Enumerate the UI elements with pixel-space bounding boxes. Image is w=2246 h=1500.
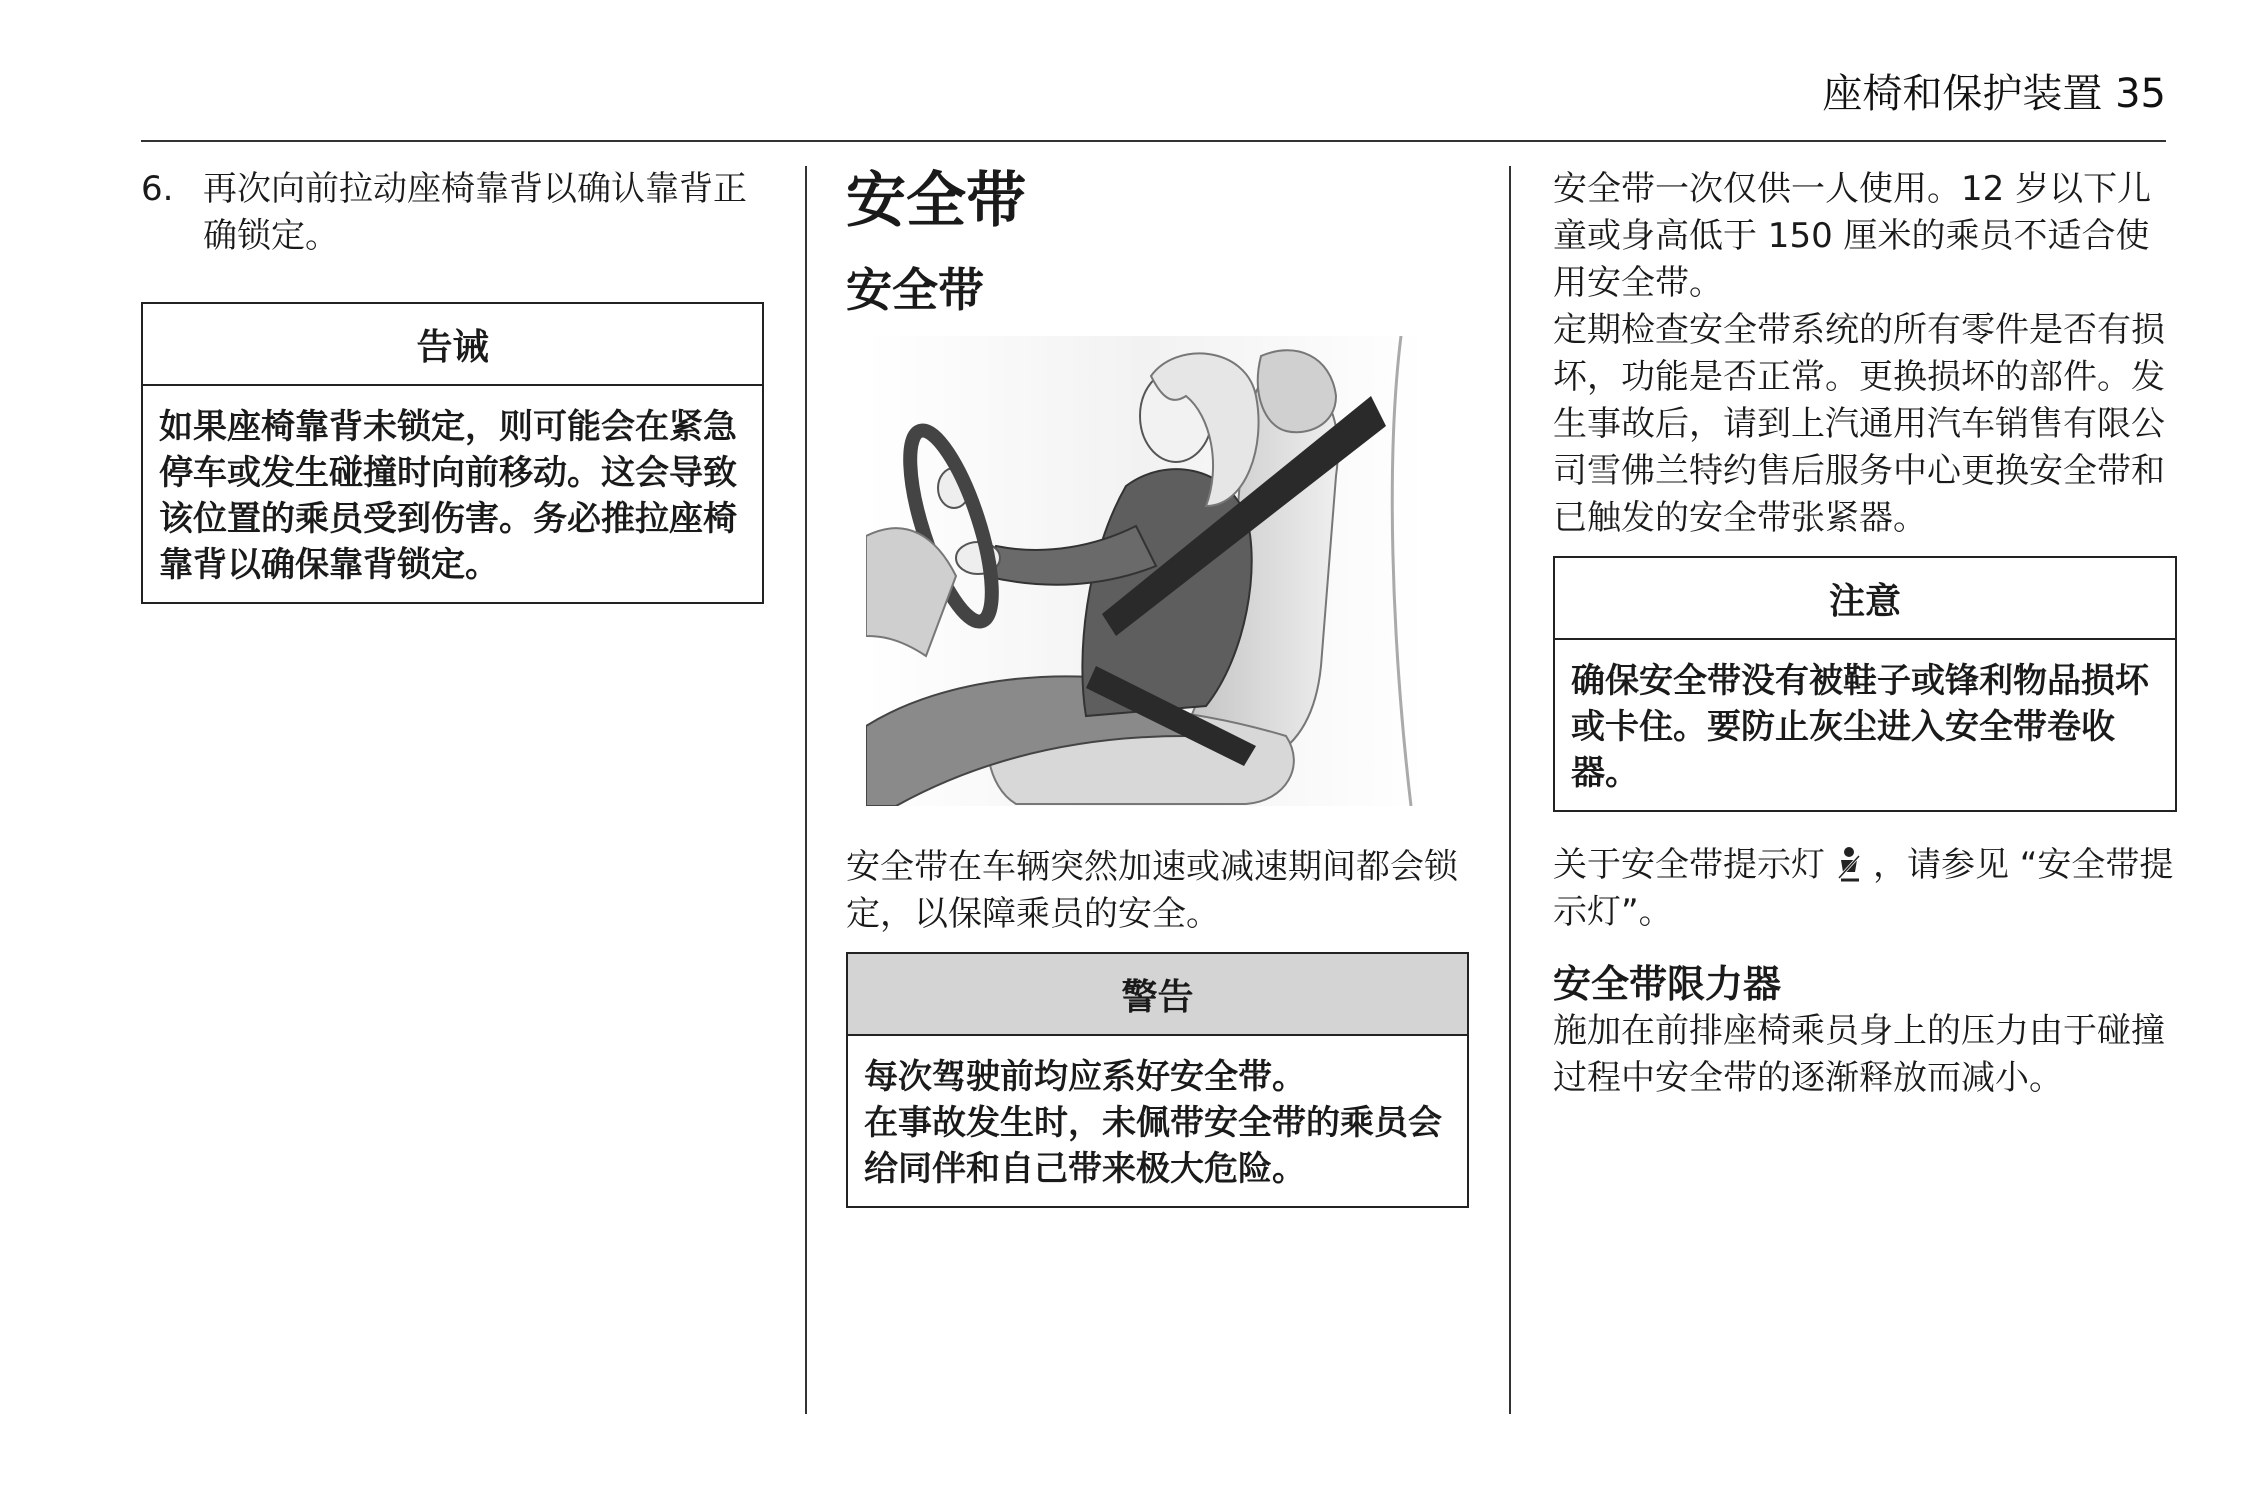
subsection-heading: 安全带: [846, 263, 984, 317]
load-limiter-text: 施加在前排座椅乘员身上的压力由于碰撞过程中安全带的逐渐释放而减小。: [1553, 1011, 2165, 1098]
caution-box: [141, 302, 764, 604]
single-occupant-paragraph: 安全带一次仅供一人使用。12 岁以下儿童或身高低于 150 厘米的乘员不适合使用安全带。: [1553, 169, 2152, 303]
column-divider-2: [1509, 166, 1511, 1414]
notice-body: 确保安全带没有被鞋子或锋利物品损坏或卡住。要防止灰尘进入安全带卷收器。: [1571, 661, 2149, 793]
load-limiter-heading: 安全带限力器: [1553, 962, 1782, 1006]
left-column: [141, 166, 764, 604]
warning-line-1: 每次驾驶前均应系好安全带。: [864, 1057, 1306, 1097]
inspection-paragraph: 定期检查安全带系统的所有零件是否有损坏，功能是否正常。更换损坏的部件。发生事故后，请到上汽通用汽车销售有限公司雪佛兰特约售后服务中心更换安全带和已触发的安全带张紧器。: [1553, 310, 2165, 538]
right-column: [1553, 166, 2177, 1102]
notice-box: [1553, 556, 2177, 812]
header-rule: [141, 140, 2166, 142]
step-item: [141, 166, 764, 260]
middle-column: [846, 166, 1469, 1208]
notice-title: 注意: [1555, 558, 2175, 640]
warning-body: [848, 1036, 1467, 1206]
step-text: 再次向前拉动座椅靠背以确认靠背正确锁定。: [203, 169, 747, 256]
warning-box: [846, 952, 1469, 1208]
warning-title: 警告: [848, 954, 1467, 1036]
step-number: 6.: [141, 169, 174, 209]
page-header: 座椅和保护装置 35: [1822, 71, 2166, 117]
caution-body: 如果座椅靠背未锁定，则可能会在紧急停车或发生碰撞时向前移动。这会导致该位置的乘员受到伤害。务必推拉座椅靠背以确保靠背锁定。: [159, 407, 737, 585]
driver-wearing-seatbelt-illustration: [866, 336, 1426, 806]
reminder-text-pre: 关于安全带提示灯: [1553, 845, 1825, 885]
caution-title: 告诫: [143, 304, 762, 386]
seatbelt-reminder-icon: [1831, 846, 1867, 882]
warning-line-2: 在事故发生时，未佩带安全带的乘员会给同伴和自己带来极大危险。: [864, 1103, 1442, 1189]
seatbelt-intro: 安全带在车辆突然加速或减速期间都会锁定，以保障乘员的安全。: [846, 847, 1458, 934]
column-divider-1: [805, 166, 807, 1414]
section-heading: 安全带: [846, 166, 1026, 236]
reminder-paragraph: [1553, 842, 2177, 936]
seatbelt-figure: [866, 336, 1426, 806]
reminder-text-post: ，请参见 “安全带提示灯”。: [1553, 845, 2174, 932]
